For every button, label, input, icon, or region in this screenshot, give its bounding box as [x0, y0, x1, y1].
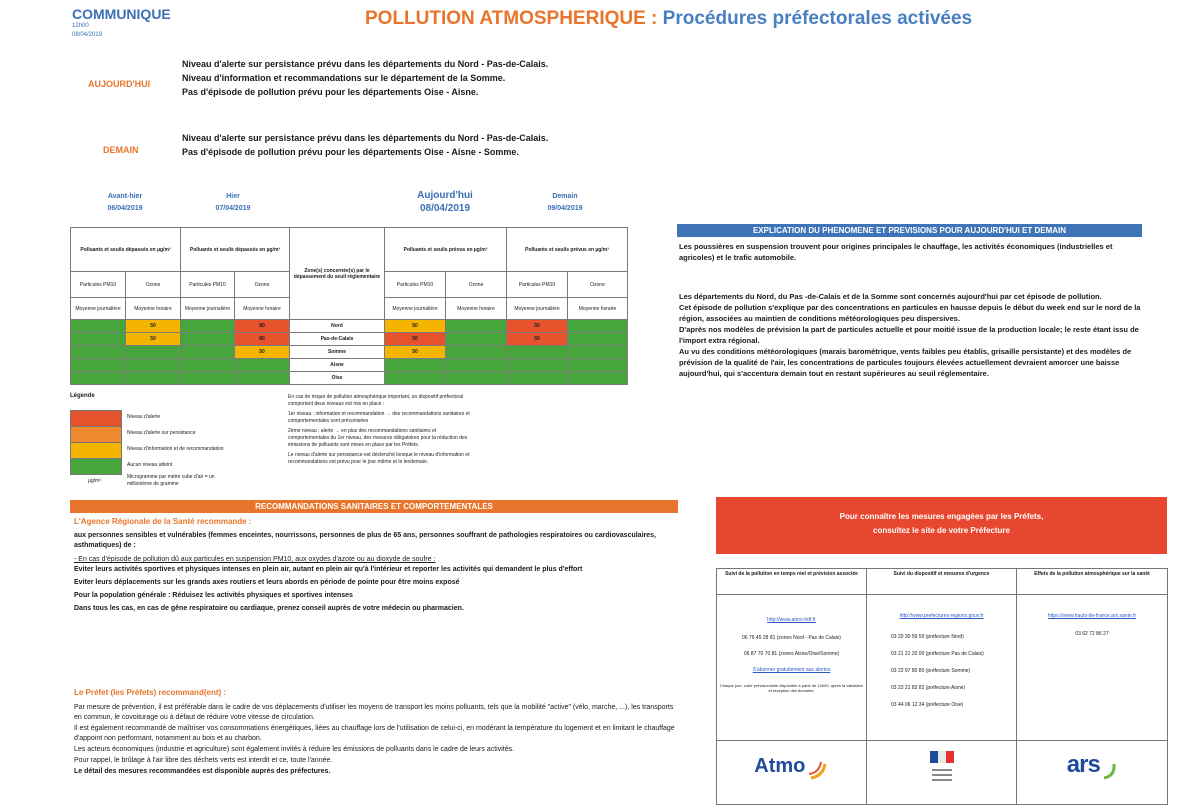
ars-logo-text: ars	[1066, 751, 1100, 778]
prefecture-phones	[869, 629, 1014, 714]
explanation-text	[679, 241, 1149, 379]
level-cell	[568, 333, 628, 346]
ars-text3: Eviter leurs activités sportives et physiques intenses en plein air, autant en plein air qu'à l'intérieur et reporter les activités qui demandent le plus d'effort	[74, 566, 583, 573]
prefecture-phone: 03 20 30 59 59 (préfecture Nord)	[891, 634, 964, 640]
legend-text2: 1er niveau : information et recommandation → des recommandations sanitaires et comportementales sont préconisées	[288, 411, 470, 424]
level-cell: 50	[507, 320, 568, 333]
pm10-header: Particules PM10	[181, 272, 235, 298]
communique-label: COMMUNIQUE	[72, 6, 171, 22]
level-cell	[446, 359, 507, 372]
prev-header-2: Polluants et seuils prévus en µg/m³	[507, 228, 628, 272]
col-day3-name: Aujourd'hui	[417, 190, 473, 201]
zone-cell: Oise	[290, 372, 385, 385]
level-cell	[181, 346, 235, 359]
ozone-header: Ozone	[235, 272, 290, 298]
level-cell: 50	[385, 320, 446, 333]
ars-heading: L'Agence Régionale de la Santé recommande :	[74, 517, 252, 526]
zone-header: Zone(s) concernée(s) par le dépassement du seuil réglementaire	[290, 228, 385, 320]
level-cell: 50	[507, 333, 568, 346]
level-cell: 80	[235, 320, 290, 333]
legend-swatch-alert	[70, 410, 122, 427]
today-line: Niveau d'information et recommandations sur le département de la Somme.	[182, 73, 506, 83]
level-cell	[446, 320, 507, 333]
level-cell: 50	[385, 333, 446, 346]
col-day4	[520, 193, 610, 212]
prefet-site-banner[interactable]	[716, 497, 1167, 554]
atmo-subscribe-link[interactable]: S'abonner gratuitement aux alertes	[752, 667, 831, 673]
info-cell-ars	[1017, 595, 1168, 741]
legend-swatch-none	[70, 458, 122, 475]
legend-unit: µg/m³	[88, 478, 101, 484]
prefet-text2: Il est également recommandé de maîtriser vos consommations énergétiques, liées au chauffage lors de l'utilisation de celui-ci, en modérant la température du logement et en limitant le chauffage d'appoint non performant, notamment au bois et au charbon.	[74, 725, 675, 742]
col-day1	[80, 193, 170, 212]
table-row	[71, 372, 628, 385]
legend-text3: 2ème niveau : alerte → en plus des recommandations sanitaires et comportementales du 1er niveau, des mesures obligatoires pour la réduction des émissions de polluants sont mises en place par les Préfets.	[288, 428, 468, 448]
level-cell	[385, 372, 446, 385]
header-block	[72, 6, 171, 40]
level-cell	[126, 346, 181, 359]
legend-text1: En cas de risque de pollution atmosphérique important, un dispositif préfectoral comportant deux niveaux est mis en place :	[288, 394, 464, 407]
obs-header-1: Polluants et seuils dépassés en µg/m³	[71, 228, 181, 272]
legend-unit-desc: Microgramme par mètre cube d'air = un millionième de gramme	[127, 474, 215, 487]
zone-cell: Somme	[290, 346, 385, 359]
explanation-p4: D'après nos modèles de prévision la part de particules actuelle et pour moitié issue de la production locale; le reste étant issu de l'import extra régional.	[679, 325, 1139, 345]
ars-text4: Eviter leurs déplacements sur les grands axes routiers et leurs abords en période de pointe pour être moins exposé	[74, 579, 460, 586]
legend-swatch-info	[70, 442, 122, 459]
avg-day-label: Moyenne journalière	[507, 298, 568, 320]
avg-hour-label: Moyenne horaire	[568, 298, 628, 320]
ars-link[interactable]: https://www.hauts-de-france.ars.sante.fr	[1047, 613, 1137, 619]
atmo-logo	[719, 755, 864, 782]
legend-item: Niveau d'alerte sur persistance	[127, 430, 196, 436]
pm10-header: Particules PM10	[507, 272, 568, 298]
level-cell	[71, 333, 126, 346]
level-cell	[568, 320, 628, 333]
title-part1: POLLUTION ATMOSPHERIQUE :	[365, 8, 663, 29]
communique-date: 08/04/2019	[72, 32, 103, 38]
prefecture-phone: 03 44 06 12 34 (préfecture Oise)	[891, 702, 964, 708]
level-cell	[507, 372, 568, 385]
tomorrow-label: DEMAIN	[103, 145, 139, 155]
prefet-text3: Les acteurs économiques (industrie et agriculture) sont également invités à réduire les émissions de polluants dans le cadre de leurs activités.	[74, 746, 515, 753]
ars-logo-cell	[1017, 741, 1168, 805]
info-cell-prefecture	[867, 595, 1017, 741]
legend-item: Niveau d'alerte	[127, 414, 161, 420]
prefet-text5: Le détail des mesures recommandées est disponible auprès des préfectures.	[74, 768, 331, 775]
ars-logo	[1019, 751, 1165, 780]
col-day4-name: Demain	[552, 193, 578, 200]
level-cell: 50	[126, 320, 181, 333]
legend-labels	[127, 414, 224, 478]
atmo-phone1: 06 76 45 28 81 (zones Nord - Pas de Calais)	[742, 635, 841, 641]
page-title	[365, 8, 972, 30]
ars-text5: Pour la population générale : Réduisez les activités physiques et sportives intenses	[74, 592, 353, 599]
atmo-logo-text: Atmo	[754, 755, 806, 777]
level-cell: 50	[126, 333, 181, 346]
table-row	[71, 320, 628, 333]
explanation-p5: Au vu des conditions météorologiques (marais barométrique, vents faibles peu établis, grisaille persistante) et des modèles de prévision de la qualité de l'air, les concentrations de particules toujours élevées actuellement devraient amorcer une baisse aujourd'hui, qui s'accentura demain tout en restant supérieures au seuil réglementaire.	[679, 347, 1132, 378]
level-cell	[568, 372, 628, 385]
avg-day-label: Moyenne journalière	[385, 298, 446, 320]
avg-day-label: Moyenne journalière	[71, 298, 126, 320]
today-line: Pas d'épisode de pollution prévu pour les départements Oise - Aisne.	[182, 87, 479, 97]
reco-title: RECOMMANDATIONS SANITAIRES ET COMPORTEMENTALES	[70, 500, 678, 513]
avg-hour-label: Moyenne horaire	[446, 298, 507, 320]
level-cell	[71, 359, 126, 372]
explanation-p1: Les poussières en suspension trouvent pour origines principales le chauffage, les activités économiques (industrielles et agricoles) et le trafic automobile.	[679, 242, 1113, 262]
prefecture-link[interactable]: http://www.prefectures-regions.gouv.fr	[899, 613, 984, 619]
pm10-header: Particules PM10	[71, 272, 126, 298]
info-cell-atmo	[717, 595, 867, 741]
table-row	[71, 333, 628, 346]
explanation-title: EXPLICATION DU PHENOMENE ET PREVISIONS POUR AUJOURD'HUI ET DEMAIN	[677, 224, 1142, 237]
avg-hour-label: Moyenne horaire	[235, 298, 290, 320]
level-cell	[181, 320, 235, 333]
pollution-table	[70, 227, 628, 385]
ozone-header: Ozone	[446, 272, 507, 298]
legend-explanation	[288, 394, 478, 466]
level-cell	[446, 333, 507, 346]
atmo-note: Chaque jour, votre prévisionniste disponible à partir de 12h00, après la validation et réception des données.	[719, 683, 864, 693]
pollution-rows	[71, 320, 628, 385]
zone-cell: Pas-de-Calais	[290, 333, 385, 346]
marianne-flag-icon	[922, 743, 962, 793]
tomorrow-line: Niveau d'alerte sur persistance prévu dans les départements du Nord - Pas-de-Calais.	[182, 133, 549, 143]
ozone-header: Ozone	[126, 272, 181, 298]
zone-cell: Aisne	[290, 359, 385, 372]
atmo-swoosh-icon	[807, 760, 829, 782]
level-cell	[181, 359, 235, 372]
prev-header-1: Polluants et seuils prévus en µg/m³	[385, 228, 507, 272]
col-day2-name: Hier	[226, 193, 240, 200]
level-cell	[385, 359, 446, 372]
reco-ars	[74, 517, 679, 614]
level-cell	[181, 333, 235, 346]
ars-text1: aux personnes sensibles et vulnérables (femmes enceintes, nourrissons, personnes de plus de 65 ans, personnes souffrant de pathologies respiratoires ou cardiovasculaires, asthmatiques) de :	[74, 532, 656, 549]
prefet-heading: Le Préfet (les Préfets) recommand(ent) :	[74, 688, 227, 697]
level-cell: 50	[235, 346, 290, 359]
legend-item: Aucun niveau atteint	[127, 462, 173, 468]
level-cell	[568, 359, 628, 372]
level-cell	[507, 346, 568, 359]
table-row	[71, 346, 628, 359]
level-cell	[235, 372, 290, 385]
level-cell	[181, 372, 235, 385]
level-cell	[446, 372, 507, 385]
level-cell	[126, 359, 181, 372]
col-day1-name: Avant-hier	[107, 193, 143, 200]
level-cell	[507, 359, 568, 372]
level-cell	[126, 372, 181, 385]
title-part2: Procédures préfectorales activées	[662, 8, 973, 29]
tomorrow-lines	[182, 131, 548, 159]
level-cell: 50	[385, 346, 446, 359]
level-cell: 80	[235, 333, 290, 346]
table-row	[71, 359, 628, 372]
level-cell	[446, 346, 507, 359]
level-cell	[71, 346, 126, 359]
marianne-logo-cell	[867, 741, 1017, 805]
level-cell	[235, 359, 290, 372]
level-cell	[71, 372, 126, 385]
legend-item: Niveau d'information et de recommandation	[127, 446, 224, 452]
legend-swatches	[70, 410, 122, 474]
prefet-banner-line1: Pour connaître les mesures engagées par les Préfets,	[839, 512, 1044, 521]
legend-text4: Le niveau d'alerte sur persistance est déclenché lorsque le niveau d'information et recommandations est prévu pour le jour même et le lendemain.	[288, 452, 470, 465]
avg-hour-label: Moyenne horaire	[126, 298, 181, 320]
avg-day-label: Moyenne journalière	[181, 298, 235, 320]
ozone-header: Ozone	[568, 272, 628, 298]
col-day2-date: 07/04/2019	[215, 205, 251, 212]
level-cell	[71, 320, 126, 333]
info-header-dispositif: Suivi du dispositif et mesures d'urgence	[867, 569, 1017, 595]
pm10-header: Particules PM10	[385, 272, 446, 298]
prefet-text4: Pour rappel, le brûlage à l'air libre des déchets verts est interdit et ce, toute l'année.	[74, 757, 333, 764]
atmo-phone2: 06 87 70 70 81 (zones Aisne/Oise/Somme)	[743, 651, 840, 657]
info-header-health: Effets de la pollution atmosphérique sur la santé	[1017, 569, 1168, 595]
col-day3-date: 08/04/2019	[419, 203, 471, 214]
prefet-text1: Par mesure de prévention, il est préférable dans le cadre de vos déplacements d'utiliser les moyens de transport les moins polluants, tels que la mobilité "active" (vélo, marche, ...), les transports en commun, le covoiturage ou à défaut de réduire votre vitesse de circulation.	[74, 704, 674, 721]
col-day4-date: 09/04/2019	[547, 205, 583, 212]
legend-swatch-persistence	[70, 426, 122, 443]
prefecture-phone: 03 22 97 80 80 (préfecture Somme)	[891, 668, 971, 674]
explanation-p3: Cet épisode de pollution s'explique par des concentrations en particules en hausse depuis le début du week end sur le nord de la région, associées au maintien de conditions météorologiques peu dispersives.	[679, 303, 1141, 323]
zone-cell: Nord	[290, 320, 385, 333]
reco-prefet	[74, 688, 679, 777]
prefecture-phone: 03 21 21 20 00 (préfecture Pas de Calais)	[891, 651, 984, 657]
tomorrow-line: Pas d'épisode de pollution prévu pour les départements Oise - Aisne - Somme.	[182, 147, 519, 157]
col-day2	[188, 193, 278, 212]
prefet-banner-line2: consultez le site de votre Préfecture	[873, 526, 1010, 535]
prefecture-phone: 03 23 21 82 82 (préfecture Aisne)	[891, 685, 966, 691]
legend-title: Légende	[70, 393, 95, 399]
obs-header-2: Polluants et seuils dépassés en µg/m³	[181, 228, 290, 272]
info-header-realtime: Suivi de la pollution en temps réel et prévision associée	[717, 569, 867, 595]
today-lines	[182, 57, 548, 99]
atmo-logo-cell	[717, 741, 867, 805]
ars-swoosh-icon	[1101, 762, 1117, 780]
col-day3	[390, 190, 500, 214]
col-day1-date: 06/04/2019	[107, 205, 143, 212]
explanation-p2: Les départements du Nord, du Pas -de-Calais et de la Somme sont concernés aujourd'hui par cet épisode de pollution.	[679, 292, 1102, 301]
ars-text2: - En cas d'épisode de pollution dû aux particules en suspension PM10, aux oxydes d'azote ou au dioxyde de soufre :	[74, 556, 436, 563]
today-label: AUJOURD'HUI	[88, 79, 151, 89]
level-cell	[568, 346, 628, 359]
ars-text6: Dans tous les cas, en cas de gêne respiratoire ou cardiaque, prenez conseil auprès de votre médecin ou pharmacien.	[74, 605, 464, 612]
today-line: Niveau d'alerte sur persistance prévu dans les départements du Nord - Pas-de-Calais.	[182, 59, 549, 69]
info-table	[716, 568, 1168, 805]
atmo-link[interactable]: http://www.atmo-hdf.fr	[767, 617, 816, 623]
communique-time: 12h00	[72, 23, 89, 29]
ars-phone: 03 62 72 86 27	[1075, 631, 1109, 637]
